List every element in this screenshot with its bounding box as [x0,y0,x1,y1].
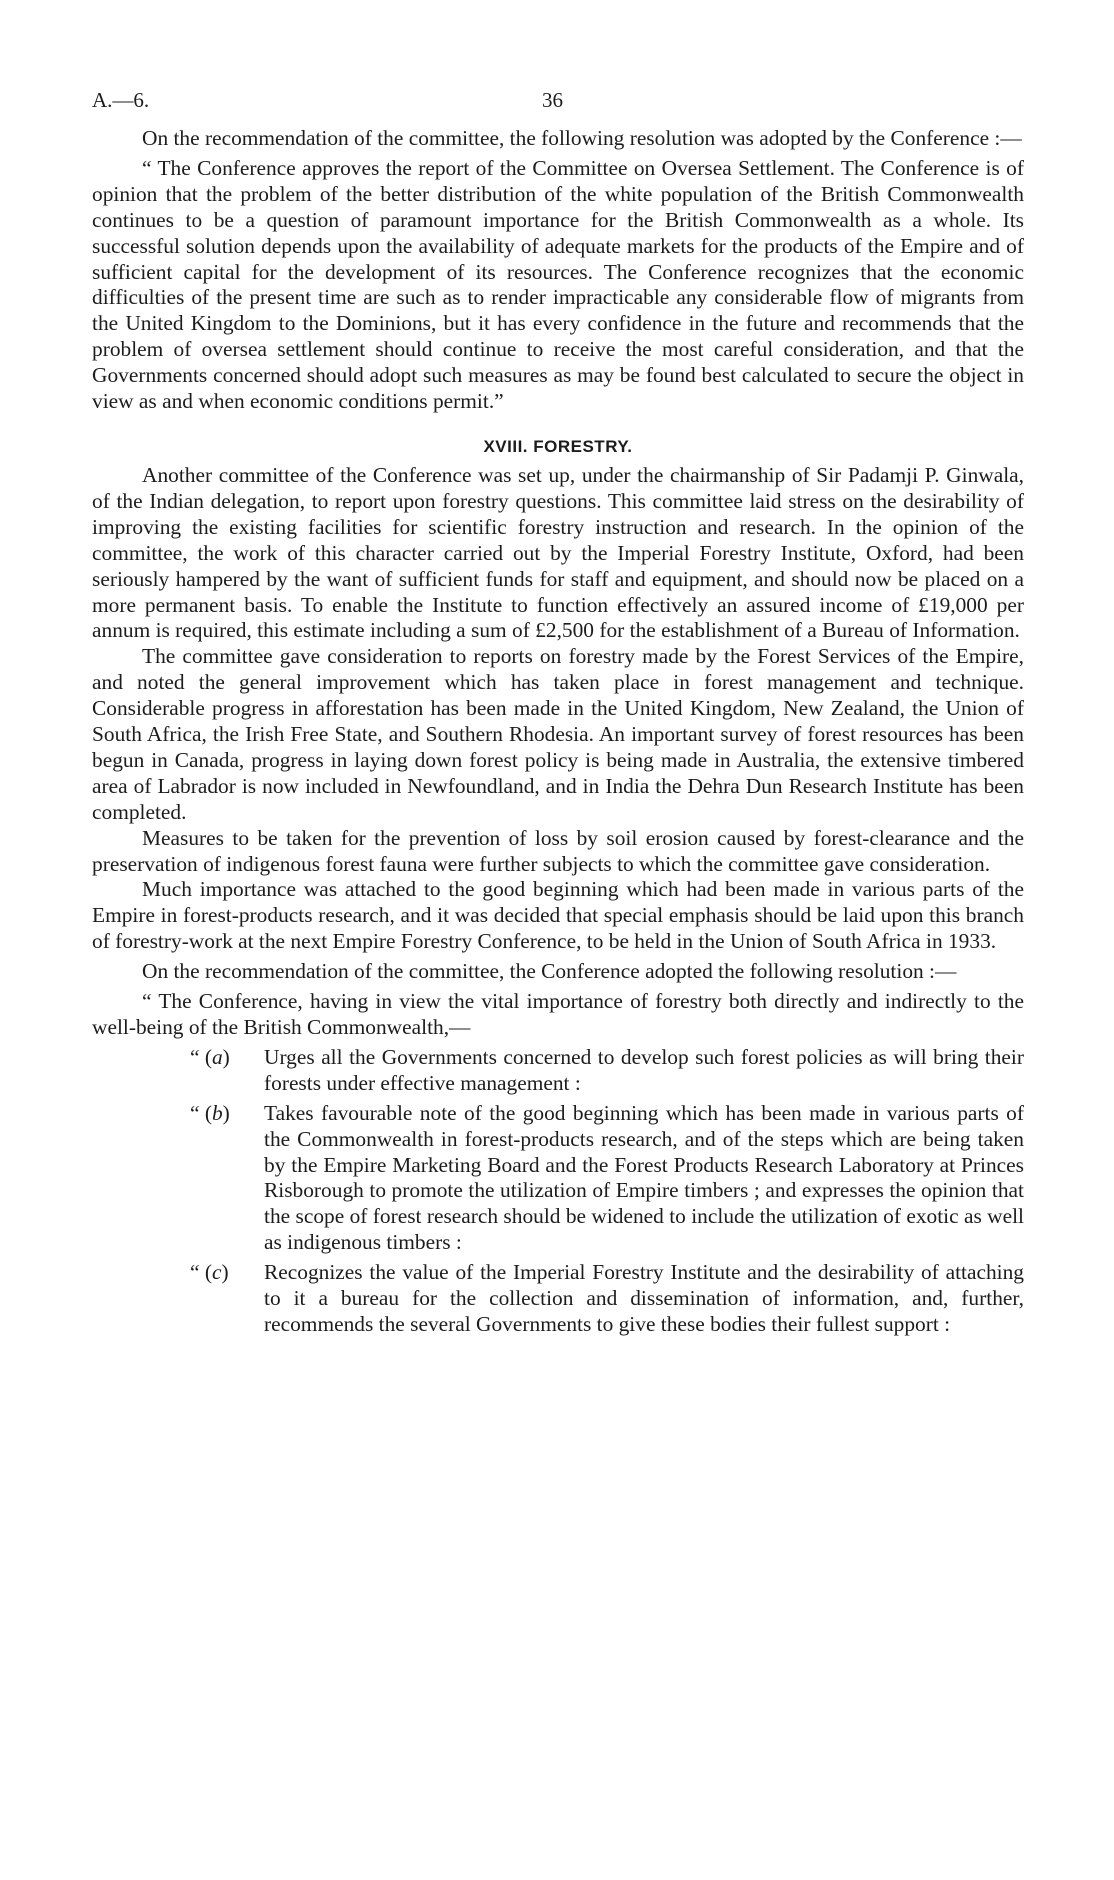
paragraph-forest-products-research: Much importance was attached to the good beginning which had been made in various parts of the Empire in forest-products research, and it was decided that special emphasis should be laid upon this branch of forestry-work at the next Empire Forestry Conference, to be held in the Union of South Africa in 1933. [92,877,1024,954]
paragraph-forestry-resolution-intro: On the recommendation of the committee, the Conference adopted the following resolution :— [142,959,957,984]
section-heading-forestry: XVIII. FORESTRY. [483,436,633,456]
clause-label: “ (a) [190,1044,230,1069]
document-reference: A.—6. [92,88,150,112]
clause-label: “ (b) [190,1100,230,1125]
paragraph-resolution-intro: On the recommendation of the committee, the following resolution was adopted by the Conference :— [142,126,1022,150]
resolution-clause-a [190,1045,1024,1097]
clause-text: Urges all the Governments concerned to develop such forest policies as will bring their forests under effective management : [264,1044,1024,1095]
page-header [92,88,1024,126]
resolution-clause-c [190,1260,1024,1338]
paragraph-forestry-resolution-preamble: “ The Conference, having in view the vital importance of forestry both directly and indirectly to the well-being of the British Commonwealth,— [92,989,1024,1039]
paragraph-oversea-settlement-resolution: “ The Conference approves the report of the Committee on Oversea Settlement. The Conference is of opinion that the problem of the better distribution of the white population of the British Commonwealth continues to be a question of paramount importance for the British Commonwealth as a whole. Its successful solution depends upon the availability of adequate markets for the products of the Empire and of sufficient capital for the development of its resources. The Conference recognizes that the economic difficulties of the present time are such as to render impracticable any considerable flow of migrants from the United Kingdom to the Dominions, but it has every confidence in the future and recommends that the problem of oversea settlement should continue to receive the most careful consideration, and that the Governments concerned should adopt such measures as may be found best calculated to secure the object in view as and when economic conditions permit.” [92,155,1024,414]
clause-label: “ (c) [190,1260,229,1285]
document-page [92,88,1024,1338]
paragraph-forestry-reports: The committee gave consideration to reports on forestry made by the Forest Services of the Empire, and noted the general improvement which has taken place in forest management and technique. Considerable progress in afforestation has been made in the United Kingdom, New Zealand, the Union of South Africa, the Irish Free State, and Southern Rhodesia. An important survey of forest resources has been begun in Canada, progress in laying down forest policy is being made in Australia, the extensive timbered area of Labrador is now included in Newfoundland, and in India the Dehra Dun Research Institute has been completed. [92,644,1024,824]
paragraph-soil-erosion: Measures to be taken for the prevention of loss by soil erosion caused by forest-clearance and the preservation of indigenous forest fauna were further subjects to which the committee gave consideration. [92,825,1024,876]
clause-text: Recognizes the value of the Imperial Forestry Institute and the desirability of attaching to it a bureau for the collection and dissemination of information, and, further, recommends the several Governments to give these bodies their fullest support : [264,1260,1024,1336]
clause-text: Takes favourable note of the good beginning which has been made in various parts of the Commonwealth in forest-products research, and of the steps which are being taken by the Empire Marketing Board and the Forest Products Research Laboratory at Princes Risborough to promote the utilization of Empire timbers ; and expresses the opinion that the scope of forest research should be widened to include the utilization of exotic as well as indigenous timbers : [264,1100,1024,1255]
paragraph-forestry-committee: Another committee of the Conference was set up, under the chairmanship of Sir Padamji P. Ginwala, of the Indian delegation, to report upon forestry questions. This committee laid stress on the desirability of improving the existing facilities for scientific forestry instruction and research. In the opinion of the committee, the work of this character carried out by the Imperial Forestry Institute, Oxford, had been seriously hampered by the want of sufficient funds for staff and equipment, and should now be placed on a more permanent basis. To enable the Institute to function effectively an assured income of £19,000 per annum is required, this estimate including a sum of £2,500 for the establishment of a Bureau of Information. [92,462,1024,643]
resolution-clause-b [190,1101,1024,1256]
page-number: 36 [542,88,563,112]
